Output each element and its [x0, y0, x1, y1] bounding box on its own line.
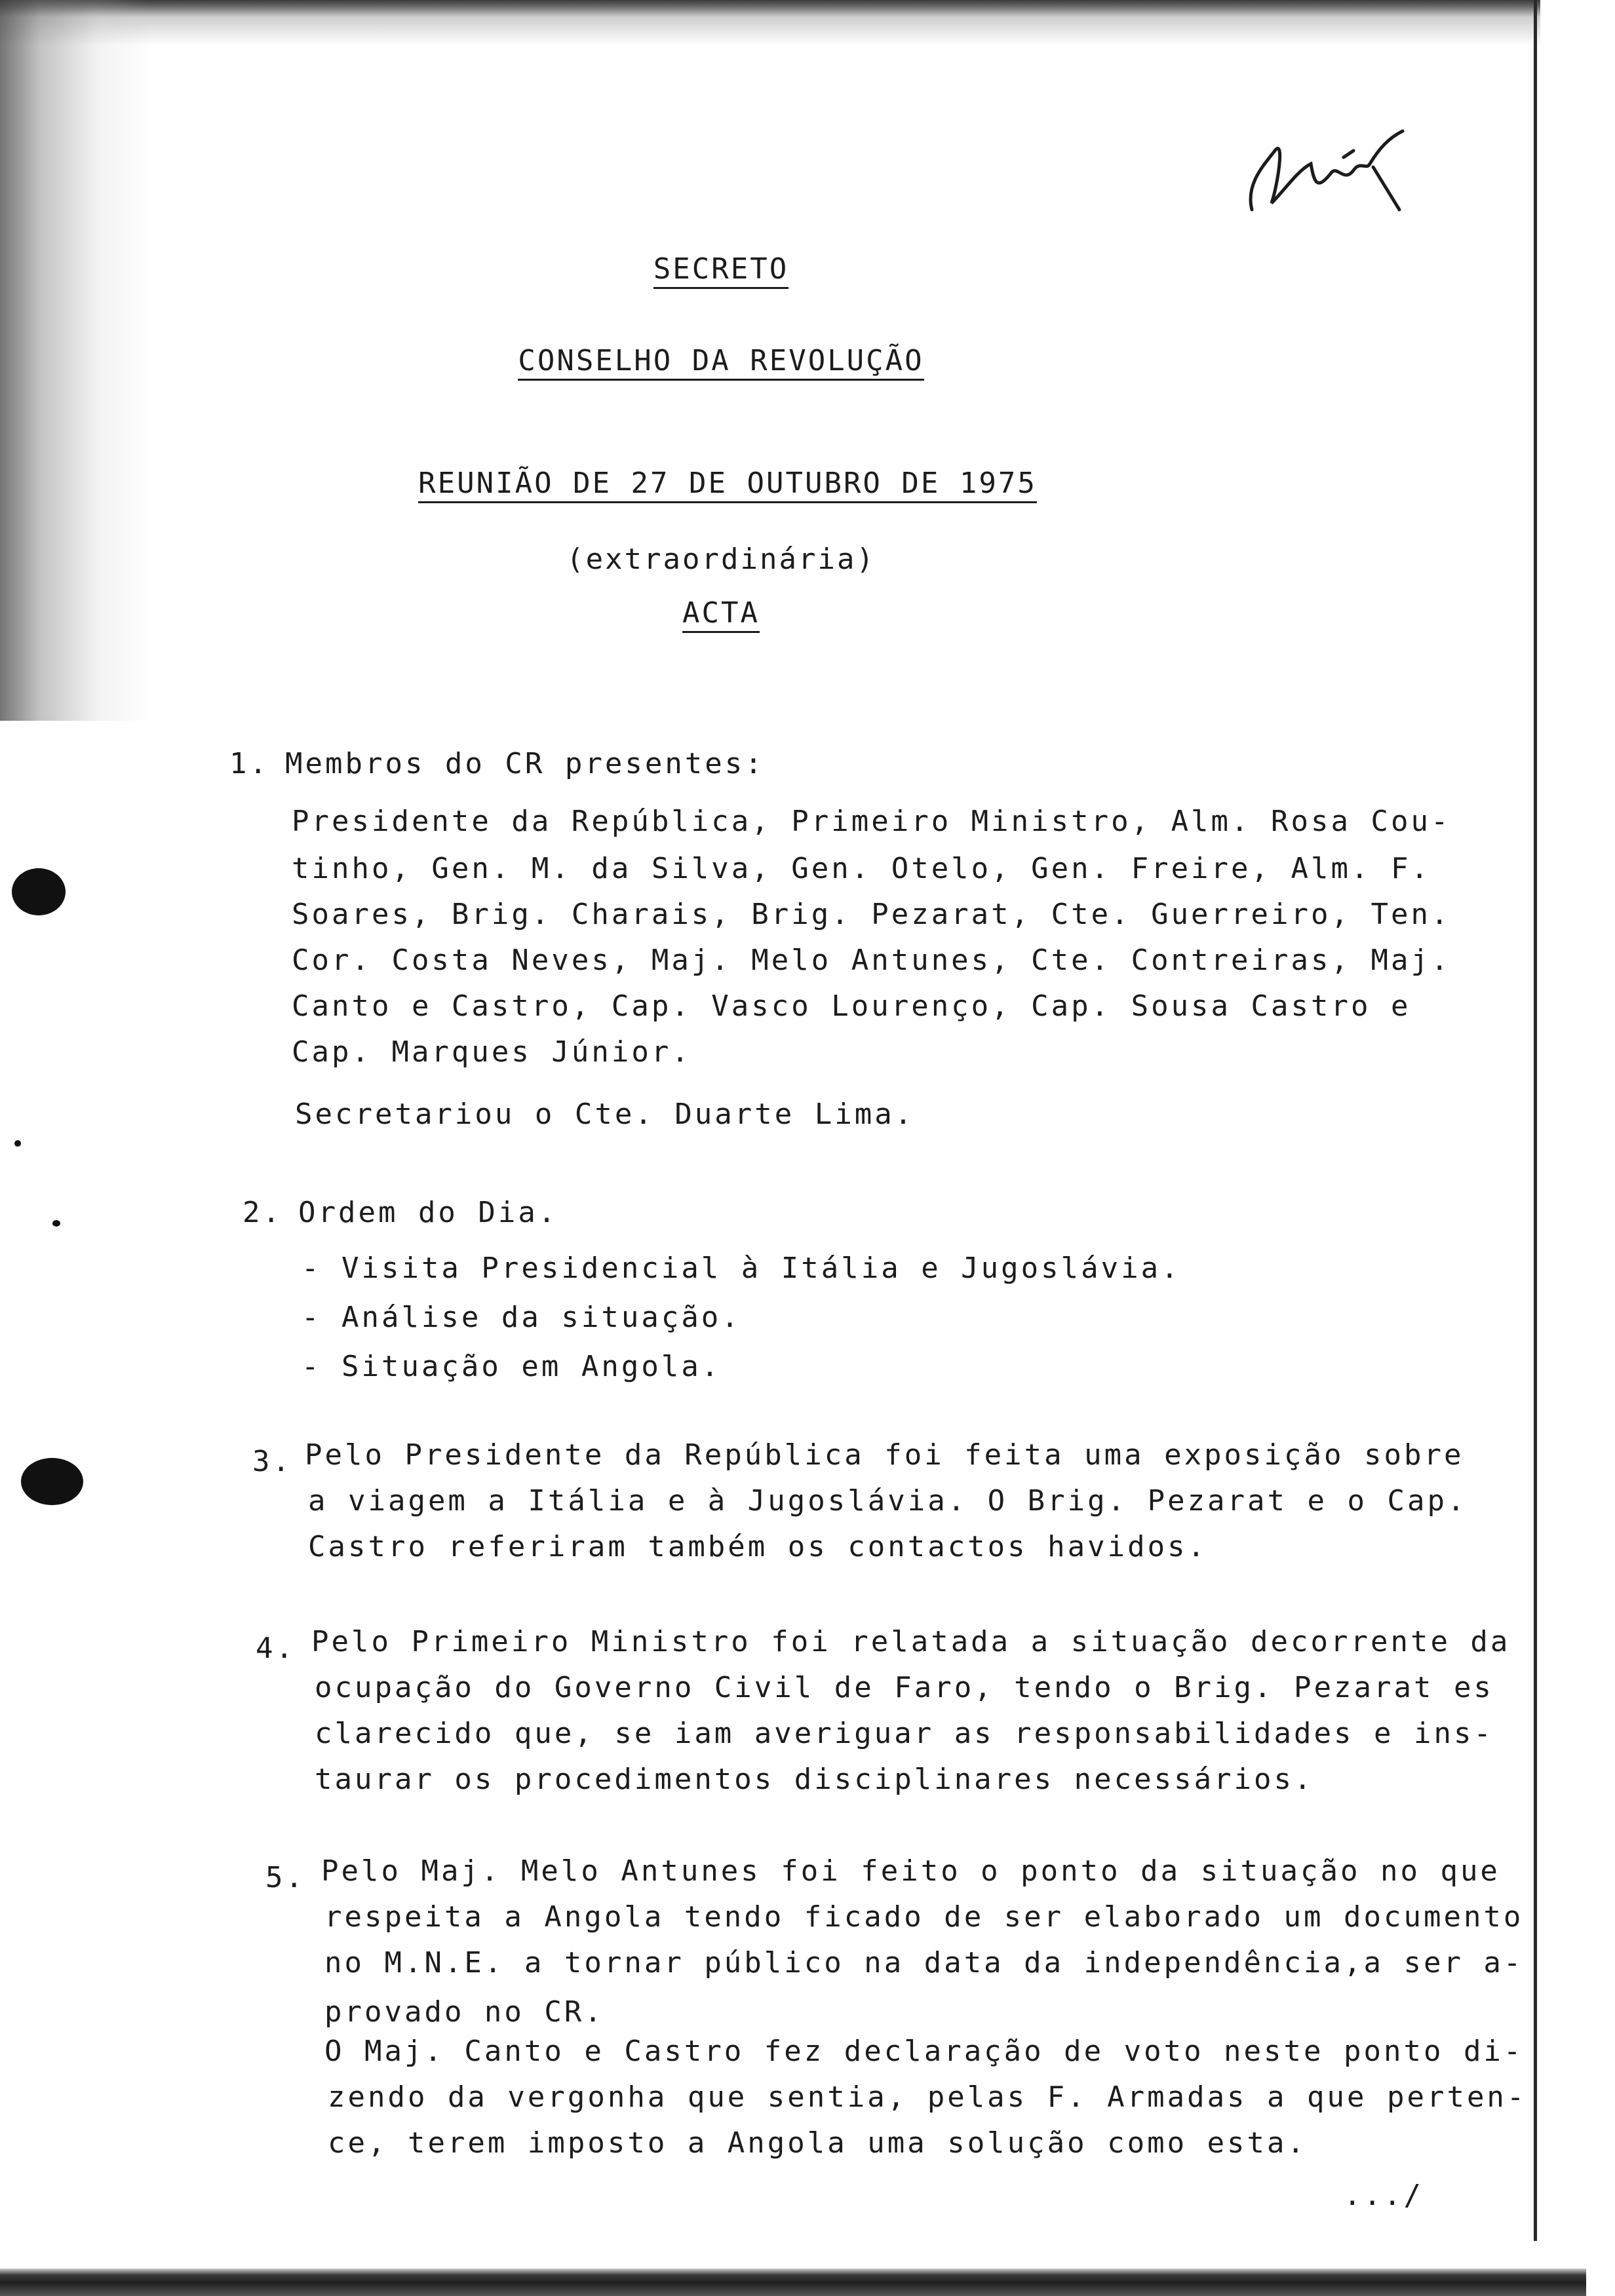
agenda-item: - Análise da situação. [302, 1301, 741, 1334]
agenda-item: - Situação em Angola. [302, 1350, 722, 1383]
section-1-title: Membros do CR presentes: [285, 747, 765, 780]
section-5-line: zendo da vergonha que sentia, pelas F. Armadas a que perten- [328, 2080, 1527, 2114]
punch-hole-bottom [21, 1458, 83, 1505]
section-2-number: 2. [243, 1196, 282, 1229]
meeting-type: (extraordinária) [566, 543, 876, 576]
section-1-line: tinho, Gen. M. da Silva, Gen. Otelo, Gen. Freire, Alm. F. [292, 852, 1431, 885]
section-5-line: ce, terem imposto a Angola uma solução como esta. [328, 2126, 1308, 2160]
section-4-line: taurar os procedimentos disciplinares necessários. [315, 1763, 1314, 1796]
section-4-number: 4. [256, 1632, 296, 1665]
section-2-title: Ordem do Dia. [298, 1196, 558, 1229]
section-4-line: clarecido que, se iam averiguar as responsabilidades e ins- [315, 1717, 1494, 1750]
section-3-line: a viagem a Itália e à Jugoslávia. O Brig. Pezarat e o Cap. [308, 1484, 1468, 1518]
punch-hole-top [12, 868, 66, 915]
section-1-line: Cap. Marques Júnior. [292, 1035, 691, 1069]
section-5-line: O Maj. Canto e Castro fez declaração de voto neste ponto di- [324, 2035, 1524, 2068]
section-3-line: Pelo Presidente da República foi feita uma exposição sobre [305, 1438, 1464, 1472]
section-1-secretary: Secretariou o Cte. Duarte Lima. [295, 1098, 915, 1131]
section-5-line: no M.N.E. a tornar público na data da independência,a ser a- [324, 1946, 1524, 1980]
section-1-line: Presidente da República, Primeiro Ministro, Alm. Rosa Cou- [292, 805, 1451, 838]
continuation-mark: .../ [1344, 2179, 1424, 2212]
scan-edge-top [0, 0, 1540, 46]
agenda-item: - Visita Presidencial à Itália e Jugoslávia. [302, 1252, 1181, 1285]
section-1-number: 1. [229, 747, 269, 780]
section-4-line: Pelo Primeiro Ministro foi relatada a situação decorrente da [311, 1625, 1511, 1658]
section-5-number: 5. [265, 1861, 305, 1894]
classification-heading: SECRETO [0, 252, 1442, 286]
ink-speck [14, 1140, 21, 1147]
handwritten-signature [1239, 111, 1422, 223]
section-5-line: provado no CR. [324, 1995, 604, 2029]
section-5-line: respeita a Angola tendo ficado de ser elaborado um documento [324, 1900, 1524, 1934]
scan-edge-bottom [0, 2268, 1586, 2296]
council-heading: CONSELHO DA REVOLUÇÃO [0, 344, 1442, 377]
section-4-line: ocupação do Governo Civil de Faro, tendo o Brig. Pezarat es [315, 1671, 1494, 1704]
scan-edge-right [1534, 0, 1537, 2241]
meeting-heading: REUNIÃO DE 27 DE OUTUBRO DE 1975 [7, 467, 1449, 500]
section-1-line: Soares, Brig. Charais, Brig. Pezarat, Cte. Guerreiro, Ten. [292, 898, 1451, 931]
document-type: ACTA [0, 596, 1442, 630]
section-5-line: Pelo Maj. Melo Antunes foi feito o ponto da situação no que [321, 1854, 1500, 1888]
section-3-number: 3. [252, 1445, 292, 1478]
section-3-line: Castro referiram também os contactos havidos. [308, 1530, 1208, 1563]
section-1-line: Cor. Costa Neves, Maj. Melo Antunes, Cte. Contreiras, Maj. [292, 944, 1451, 977]
ink-speck [52, 1220, 60, 1227]
section-1-line: Canto e Castro, Cap. Vasco Lourenço, Cap. Sousa Castro e [292, 989, 1411, 1023]
